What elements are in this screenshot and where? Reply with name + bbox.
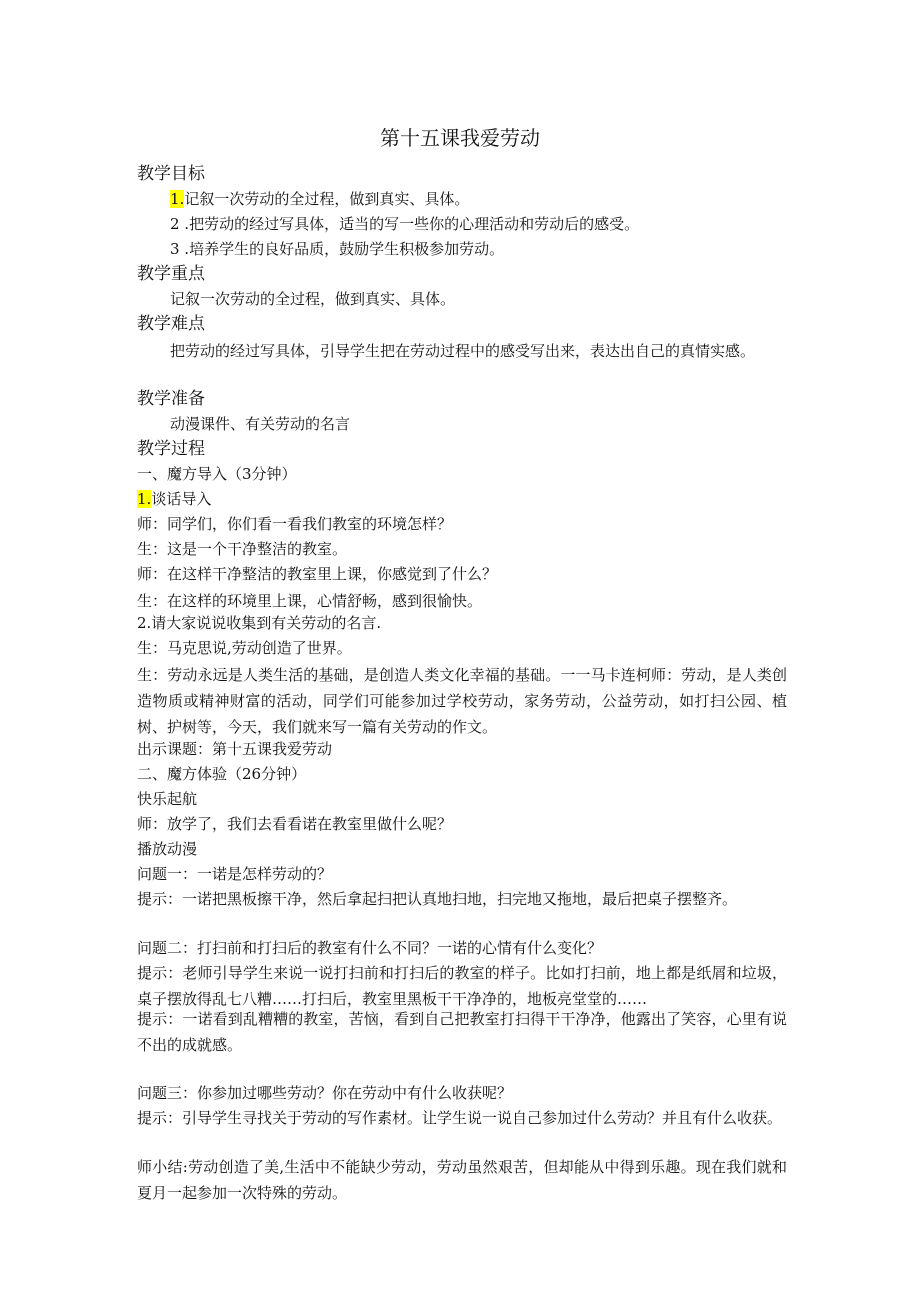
question-3: 问题三：你参加过哪些劳动？你在劳动中有什么收获呢？ <box>137 1084 513 1102</box>
step1-line <box>137 488 211 510</box>
step1-text: 谈话导入 <box>151 490 212 508</box>
difficulties-text: 把劳动的经过写具体，引导学生把在劳动过程中的感受写出来，表达出自己的真情实感。 <box>170 342 756 360</box>
hint-paragraph: 提示：老师引导学生来说一说打扫前和打扫后的教室的样子。比如打扫前，地上都是纸屑和垃圾，桌子摆放得乱七八糟……打扫后，教室里黑板干干净净的，地板亮堂堂的…… <box>137 964 787 1008</box>
highlighted-number: 1. <box>170 190 185 208</box>
heading-objectives: 教学目标 <box>137 164 205 184</box>
subheading-kuaile: 快乐起航 <box>137 790 198 808</box>
dialogue-line: 师：放学了，我们去看看诺在教室里做什么呢？ <box>137 815 453 833</box>
heading-difficulties: 教学难点 <box>137 314 205 334</box>
lesson-title-line: 出示课题：第十五课我爱劳动 <box>137 740 333 758</box>
heading-preparation: 教学准备 <box>137 389 205 409</box>
preparation-text: 动漫课件、有关劳动的名言 <box>170 415 351 433</box>
quote-paragraph: 生：劳动永远是人类生活的基础，是创造人类文化幸福的基础。一一马卡连柯师：劳动，是人类创造物质或精神财富的活动，同学们可能参加过学校劳动，家务劳动，公益劳动，如打扫公园、植树、护树等，今天，我们就来写一篇有关劳动的作文。 <box>137 666 787 736</box>
key-points-text: 记叙一次劳动的全过程，做到真实、具体。 <box>170 290 456 308</box>
highlighted-number: 1. <box>137 490 152 508</box>
hint-paragraph: 提示：引导学生寻找关于劳动的写作素材。让学生说一说自己参加过什么劳动？并且有什么收获。 <box>137 1109 783 1127</box>
summary-paragraph: 师小结:劳动创造了美,生活中不能缺少劳动，劳动虽然艰苦，但却能从中得到乐趣。现在我们就和夏月一起参加一次特殊的劳动。 <box>137 1158 787 1202</box>
play-animation-line: 播放动漫 <box>137 840 198 858</box>
step2-line: 2.请大家说说收集到有关劳动的名言. <box>137 614 382 632</box>
heading-process: 教学过程 <box>137 439 205 459</box>
objective-item-2: 2 .把劳动的经过写具体，适当的写一些你的心理活动和劳动后的感受。 <box>170 215 640 233</box>
objective-item-3: 3 .培养学生的良好品质，鼓励学生积极参加劳动。 <box>170 240 505 258</box>
objective-item-1-text: 记叙一次劳动的全过程，做到真实、具体。 <box>184 190 470 208</box>
dialogue-line: 生：在这样的环境里上课，心情舒畅，感到很愉快。 <box>137 592 483 610</box>
dialogue-line: 师：在这样干净整洁的教室里上课，你感觉到了什么？ <box>137 565 498 583</box>
objective-item-1 <box>170 188 469 210</box>
dialogue-line: 师：同学们，你们看一看我们教室的环境怎样？ <box>137 515 453 533</box>
hint-paragraph: 提示：一诺看到乱糟糟的教室，苦恼，看到自己把教室打扫得干干净净，他露出了笑容，心里有说不出的成就感。 <box>137 1010 787 1054</box>
dialogue-line: 生：这是一个干净整洁的教室。 <box>137 540 348 558</box>
question-1: 问题一：一诺是怎样劳动的？ <box>137 865 333 883</box>
heading-key-points: 教学重点 <box>137 264 205 284</box>
hint-paragraph: 提示：一诺把黑板擦干净，然后拿起扫把认真地扫地，扫完地又拖地，最后把桌子摆整齐。 <box>137 890 738 908</box>
question-2: 问题二：打扫前和打扫后的教室有什么不同？一诺的心情有什么变化？ <box>137 939 603 957</box>
part2-heading: 二、魔方体验（26分钟） <box>137 765 307 783</box>
part1-heading: 一、魔方导入（3分钟） <box>137 465 297 483</box>
page-title: 第十五课我爱劳动 <box>380 126 540 150</box>
dialogue-line: 生：马克思说,劳动创造了世界。 <box>137 639 352 657</box>
